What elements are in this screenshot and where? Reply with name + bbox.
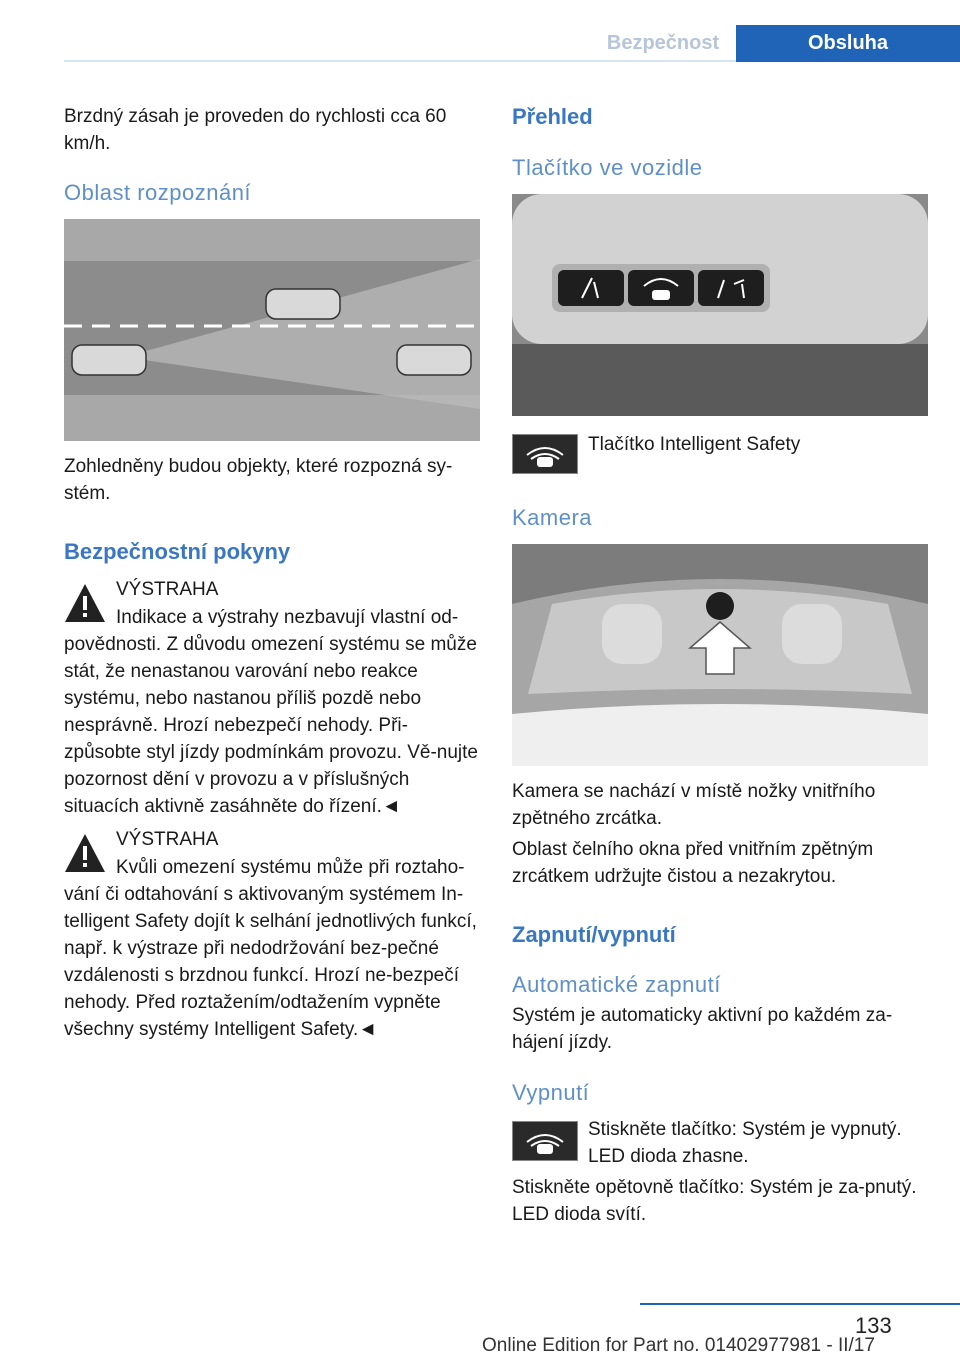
page-number: 133 (855, 1313, 892, 1338)
caption-oblast: Zohledněny budou objekty, které rozpozná sy-stém. (64, 456, 453, 504)
kamera-text-1: Kamera se nachází v místě nožky vnitřního zpětného zrcátka. (512, 781, 876, 829)
heading-bezpecnost: Bezpečnostní pokyny (64, 539, 291, 564)
warning-text-1: Indikace a výstrahy nezbavují vlastní od-povědnosti. Z důvodu omezení systému se může stát, že nenastanou varování nebo reakce systému, nebo nastanou příliš pozdě nebo nesprávně. Hrozí nebezpečí nehody. Při-způsobte styl jízdy podmínkám provozu. Vě-nujte pozornost dění v provozu a v příslušných situacích aktivně zasáhněte do řízení.◄ (64, 607, 478, 817)
vypnuti-text: Stiskněte tlačítko: Systém je vypnutý. LED dioda zhasne. (588, 1119, 902, 1167)
heading-automaticke: Automatické zapnutí (512, 972, 721, 997)
heading-vypnuti: Vypnutí (512, 1080, 590, 1105)
intelligent-safety-button-icon (512, 434, 578, 474)
camera-photo (512, 544, 928, 766)
intelligent-safety-button-icon (512, 1121, 578, 1161)
warning-text-2: Kvůli omezení systému může při roztaho-vání či odtahování s aktivovaným systémem In-telligent Safety dojít k selhání jednotlivých funkcí, např. k výstraze při nedodržování bez-pečné vzdálenosti s brzdnou funkcí. Hrozí ne-bezpečí nehody. Před roztažením/odtažením vypněte všechny systémy Intelligent Safety.◄ (64, 857, 477, 1040)
section-tab[interactable]: Bezpečnost (606, 32, 720, 54)
heading-oblast: Oblast rozpoznání (64, 180, 252, 205)
warning-title-1: VÝSTRAHA (116, 579, 219, 600)
online-edition: Online Edition for Part no. 01402977981 - II/17 (482, 1335, 875, 1356)
button-panel-photo (512, 194, 928, 416)
auto-text: Systém je automaticky aktivní po každém za-hájení jízdy. (512, 1005, 893, 1053)
heading-prehled: Přehled (512, 104, 593, 129)
button-caption: Tlačítko Intelligent Safety (588, 434, 801, 455)
intro-text: Brzdný zásah je proveden do rychlosti cca 60 km/h. (64, 106, 447, 154)
heading-tlacitko: Tlačítko ve vozidle (512, 155, 703, 180)
kamera-text-2: Oblast čelního okna před vnitřním zpětným zrcátkem udržujte čistou a nezakrytou. (512, 839, 874, 887)
active-tab[interactable]: Obsluha (736, 25, 960, 62)
footer-rule (640, 1303, 960, 1305)
detection-area-figure (64, 219, 480, 441)
heading-kamera: Kamera (512, 505, 593, 530)
warning-title-2: VÝSTRAHA (116, 829, 219, 850)
vypnuti-text-2: Stiskněte opětovně tlačítko: Systém je za-pnutý. LED dioda svítí. (512, 1177, 917, 1225)
heading-zapnuti: Zapnutí/vypnutí (512, 922, 676, 947)
